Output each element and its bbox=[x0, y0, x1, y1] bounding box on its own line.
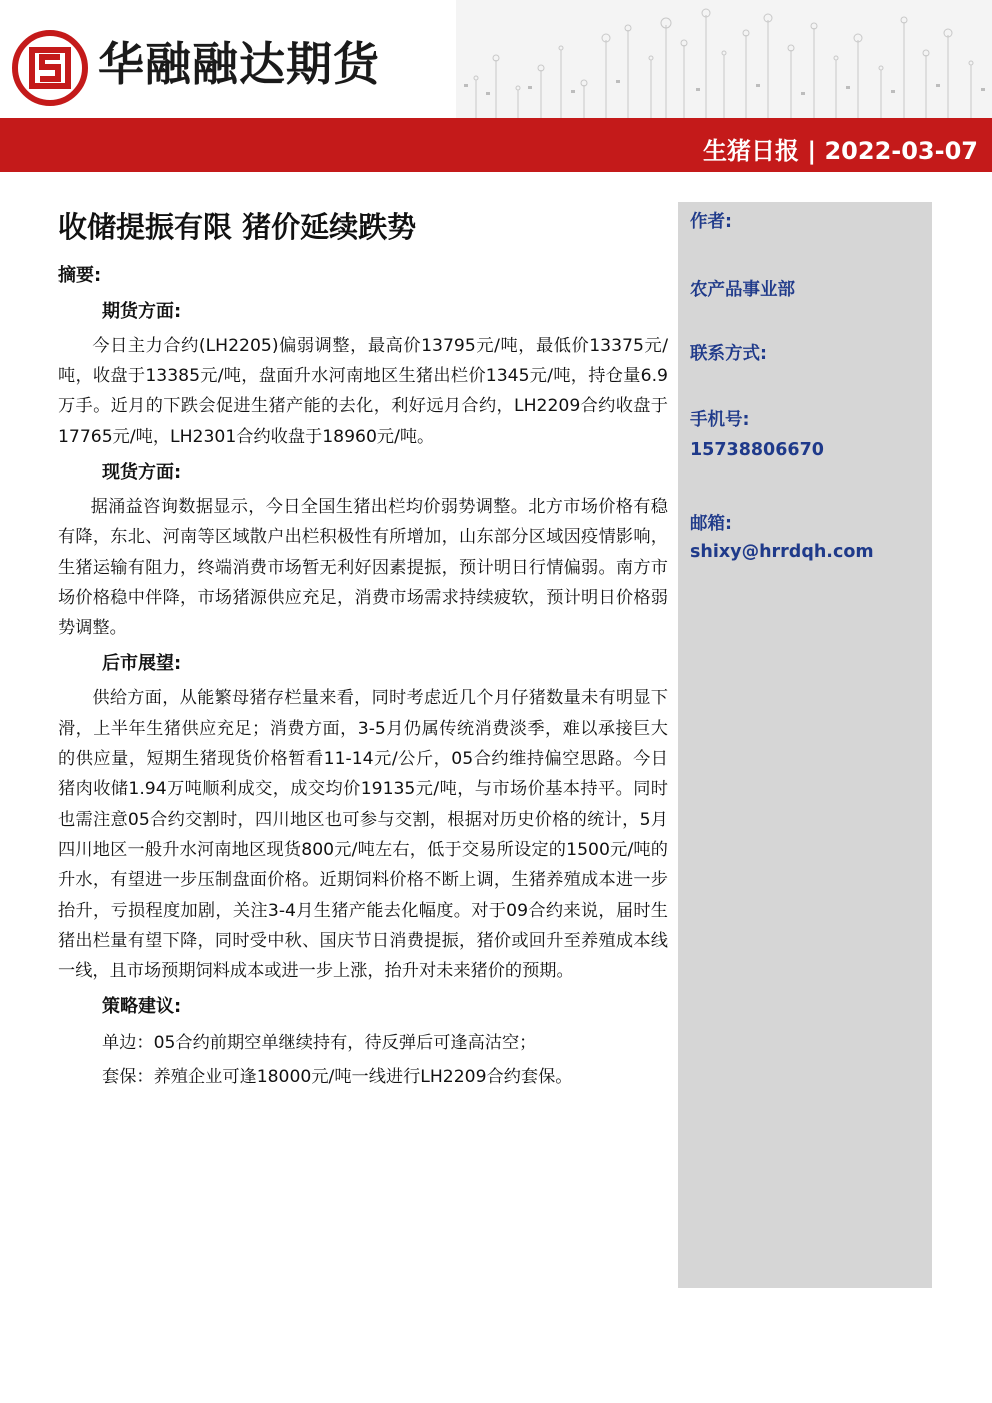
report-body bbox=[58, 210, 668, 1094]
author-sidebar bbox=[678, 202, 932, 1288]
section-heading-futures: 期货方面: bbox=[102, 300, 182, 322]
company-logo-icon bbox=[12, 30, 88, 106]
email-label: 邮箱: bbox=[690, 514, 732, 534]
section-text-futures: 今日主力合约(LH2205)偏弱调整，最高价13795元/吨，最低价13375元/吨，收盘于13385元/吨，盘面升水河南地区生猪出栏价1345元/吨，持仓量6.9万手。近月的下跌会促进生猪产能的去化，利好远月合约，LH2209合约收盘于17765元/吨，LH2301合约收盘于18960元/吨。 bbox=[58, 335, 668, 447]
contact-label: 联系方式: bbox=[690, 344, 767, 364]
strategy-line-single: 单边：05合约前期空单继续持有，待反弹后可逢高沽空； bbox=[102, 1033, 537, 1054]
author-value: 农产品事业部 bbox=[690, 280, 795, 300]
section-text-outlook: 供给方面，从能繁母猪存栏量来看，同时考虑近几个月仔猪数量未有明显下滑，上半年生猪供应充足；消费方面，3-5月仍属传统消费淡季，难以承接巨大的供应量，短期生猪现货价格暂看11-14元/公斤，05合约维持偏空思路。今日猪肉收储1.94万吨顺利成交，成交均价19135元/吨，与市场价基本持平。同时也需注意05合约交割时，四川地区也可参与交割，根据对历史价格的统计，5月四川地区一般升水河南地区现货800元/吨左右，低于交易所设定的1500元/吨的升水，有望进一步压制盘面价格。近期饲料价格不断上调，生猪养殖成本进一步抬升，亏损程度加剧，关注3-4月生猪产能去化幅度。对于09合约来说，届时生猪出栏量有望下降，同时受中秋、国庆节日消费提振，猪价或回升至养殖成本线一线，且市场预期饲料成本或进一步上涨，抬升对未来猪价的预期。 bbox=[58, 688, 668, 982]
abstract-label: 摘要: bbox=[58, 264, 102, 286]
section-heading-outlook: 后市展望: bbox=[102, 653, 182, 675]
brand-name: 华融融达期货 bbox=[98, 37, 380, 91]
section-text-spot: 据涌益咨询数据显示，今日全国生猪出栏均价弱势调整。北方市场价格有稳有降，东北、河南等区域散户出栏积极性有所增加，山东部分区域因疫情影响，生猪运输有阻力，终端消费市场暂无利好因素提振，预计明日行情偏弱。南方市场价格稳中伴降，市场猪源供应充足，消费市场需求持续疲软，预计明日价格弱势调整。 bbox=[58, 496, 668, 639]
phone-label: 手机号: bbox=[690, 410, 750, 430]
page-title: 收储提振有限 猪价延续跌势 bbox=[58, 210, 417, 244]
section-heading-spot: 现货方面: bbox=[102, 461, 182, 483]
strategy-line-hedge: 套保：养殖企业可逢18000元/吨一线进行LH2209合约套保。 bbox=[102, 1067, 573, 1088]
phone-value: 15738806670 bbox=[690, 440, 824, 460]
section-heading-strategy: 策略建议: bbox=[102, 996, 182, 1018]
header-decoration bbox=[456, 0, 992, 118]
author-label: 作者: bbox=[690, 212, 732, 232]
report-title-date: 生猪日报 | 2022-03-07 bbox=[703, 137, 978, 165]
email-value: shixy@hrrdqh.com bbox=[690, 542, 874, 562]
